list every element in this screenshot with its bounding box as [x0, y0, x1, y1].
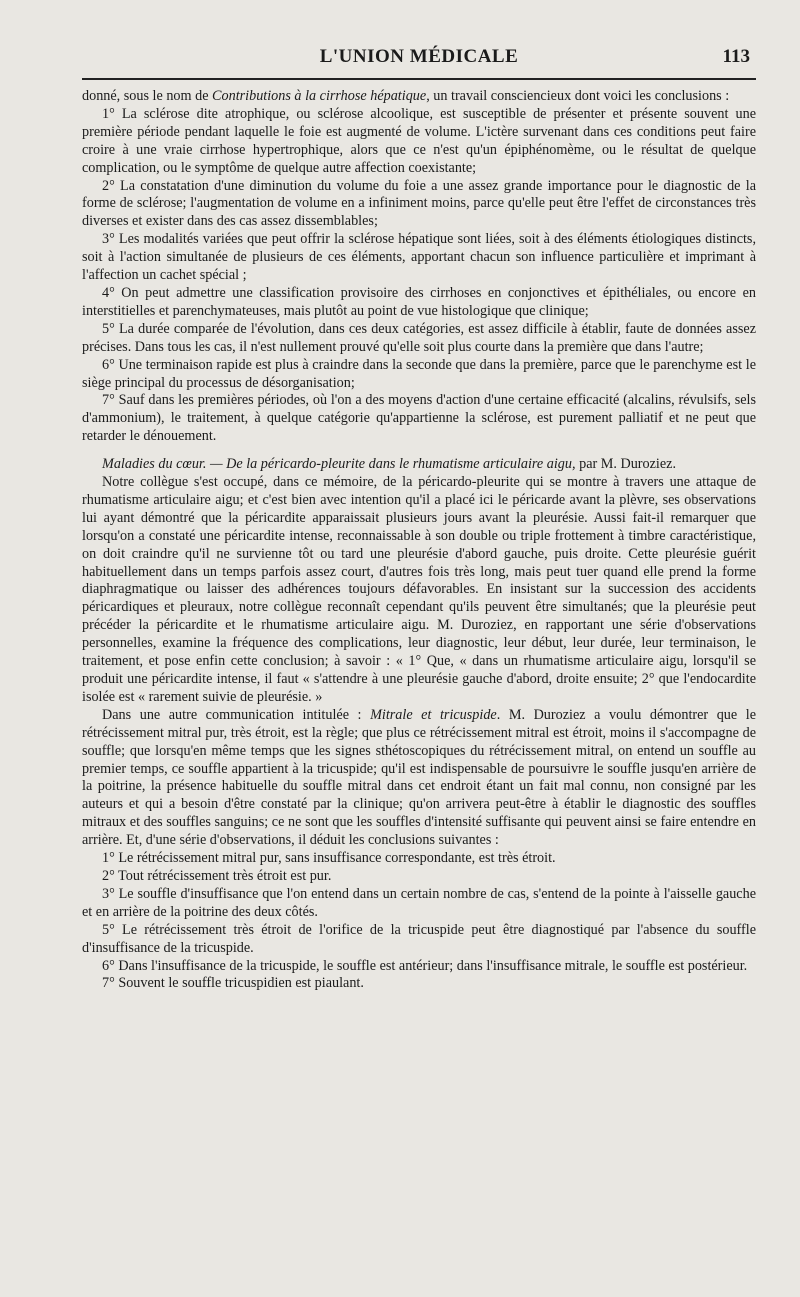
cited-work-title: Contributions à la cirrhose hépatique [212, 88, 427, 104]
intro-text: donné, sous le nom de [82, 88, 213, 104]
conclusion-item: 3° Les modalités variées que peut offrir la sclérose hépatique sont liées, soit à des éléments étiologiques distincts, soit à l'action simultanée de plusieurs de ces éléments, apportant chacun son influence particulière et imprimant à l'affection un cachet spécial ; [82, 231, 756, 284]
conclusion-item: 6° Une terminaison rapide est plus à craindre dans la seconde que dans la première, parce que le parenchyme est le siège principal du processus de désorganisation; [82, 356, 756, 391]
final-conclusion-item: 3° Le souffle d'insuffisance que l'on entend dans un certain nombre de cas, s'entend de la pointe à l'aisselle gauche et en arrière de la poitrine des deux côtés. [82, 885, 756, 920]
body-text [82, 88, 756, 993]
header-rule [82, 78, 756, 80]
intro-paragraph [82, 88, 756, 106]
running-title: L'UNION MÉDICALE [319, 46, 519, 67]
final-conclusion-item: 5° Le rétrécissement très étroit de l'orifice de la tricuspide peut être diagnostiqué par l'absence du souffle d'insuffisance de la tricuspide. [82, 921, 756, 956]
intro-text: , un travail consciencieux dont voici les conclusions : [426, 88, 730, 104]
communication-title: Mitrale et tricuspide [370, 706, 497, 723]
page-header [82, 42, 756, 72]
conclusion-item: 4° On peut admettre une classification provisoire des cirrhoses en conjonctives et épithéliales, ou encore en interstitielles et parenchymateuses, mais plutôt au point de vue histologique que clinique; [82, 284, 756, 319]
final-conclusion-item: 7° Souvent le souffle tricuspidien est piaulant. [102, 975, 364, 992]
section-paragraph: Notre collègue s'est occupé, dans ce mémoire, de la péricardo-pleurite qui se montre à travers une attaque de rhumatisme articulaire aigu; et c'est bien avec intention qu'il a placé ici le péricarde avant la plèvre, ses observations lui ayant démontré que la péricardite apparaissait plusieurs jours avant la pleurésie. Aussi fait-il remarquer que lorsqu'on a constaté une péricardite intense, reconnaissable à son double ou triple frottement à timbre caractéristique, on doit craindre qu'il ne survienne tôt ou tard une pleurésie d'abord gauche, puis droite. Cette pleurésie guérit habituellement dans un temps parfois assez court, d'autres fois très long, mais peut tuer quand elle prend la forme diaphragmatique ou laisser des adhérences toujours défavorables. En insistant sur la succession des accidents péricardiques et pleuraux, notre collègue reconnaît cependant qu'ils peuvent être simultanés; que la pleurésie peut précéder la péricardite et le rhumatisme articulaire aigu. M. Duroziez, en rapportant une série d'observations personnelles, examine la fréquence des complications, leur diagnostic, leur début, leur durée, leur terminaison, le traitement, et pose enfin cette conclusion; à savoir : « 1° Que, « dans un rhumatisme articulaire aigu, lorsqu'il se produit une péricardite intense, il faut « s'attendre à une pleurésie gauche d'abord, droite ensuite; 2° que l'endocardite isolée est « rarement suivie de pleurésie. » [82, 474, 756, 705]
final-conclusion-item: 6° Dans l'insuffisance de la tricuspide, le souffle est antérieur; dans l'insuffisance mitrale, le souffle est postérieur. [102, 957, 748, 974]
paragraph-text: . M. Duroziez a voulu démontrer que le rétrécissement mitral pur, très étroit, est la règle; que plus ce rétrécissement mitral est étroit, moins il s'accompagne de souffle; que lorsqu'en même temps que les signes sthétoscopiques du rétrécissement mitral, on entend un souffle au premier temps, ce souffle appartient à la tricuspide; qu'il est indispensable de poursuivre le souffle jusqu'en arrière de la poitrine, la présence habituelle du souffle mitral dans cet endroit étant un fait mal connu, non consigné par les auteurs et qui a besoin d'être constaté par la clinique; qu'on arrivera peut-être à établir le diagnostic des souffles mitraux et des souffles sanguins; ce ne sont que les souffles d'intensité suffisante qui peuvent ainsi se faire entendre en arrière. Et, d'une série d'observations, il déduit les conclusions suivantes : [82, 706, 757, 849]
section-heading-title: Maladies du cœur. — De la péricardo-pleurite dans le rhumatisme articulaire aigu, [102, 456, 576, 473]
conclusion-item: 5° La durée comparée de l'évolution, dans ces deux catégories, est assez difficile à établir, faute de données assez précises. Dans tous les cas, il n'est nullement prouvé qu'elle soit plus courte dans la première que dans l'autre; [82, 320, 756, 355]
page-number: 113 [722, 46, 750, 67]
final-conclusion-item: 2° Tout rétrécissement très étroit est pur. [102, 867, 332, 884]
conclusion-item: 1° La sclérose dite atrophique, ou sclérose alcoolique, est susceptible de présenter et présente souvent une première période pendant laquelle le foie est augmenté de volume. L'ictère survenant dans ces conditions peut faire croire à une vraie cirrhose hypertrophique, alors que ce n'est qu'un épiphénomème, ou le résultat de quelque complication, ou le symptôme de quelque autre affection coexistante; [82, 105, 756, 176]
conclusion-item: 2° La constatation d'une diminution du volume du foie a une assez grande importance pour le diagnostic de la forme de sclérose; l'augmentation de volume en a infiniment moins, parce qu'elle peut être l'effet de circonstances très diverses et exister dans des cas assez dissemblables; [82, 177, 756, 230]
paragraph-text: Dans une autre communication intitulée : [102, 706, 371, 723]
section-paragraph [82, 707, 756, 850]
section-heading [82, 456, 756, 474]
final-conclusion-item: 1° Le rétrécissement mitral pur, sans insuffisance correspondante, est très étroit. [102, 850, 556, 867]
conclusion-item: 7° Sauf dans les premières périodes, où l'on a des moyens d'action d'une certaine efficacité (alcalins, révulsifs, sels d'ammonium), le traitement, à quelque catégorie qu'appartienne la sclérose, est purement palliatif et ne peut que retarder le dénouement. [82, 392, 756, 445]
section-heading-author: par M. Duroziez. [575, 456, 677, 473]
